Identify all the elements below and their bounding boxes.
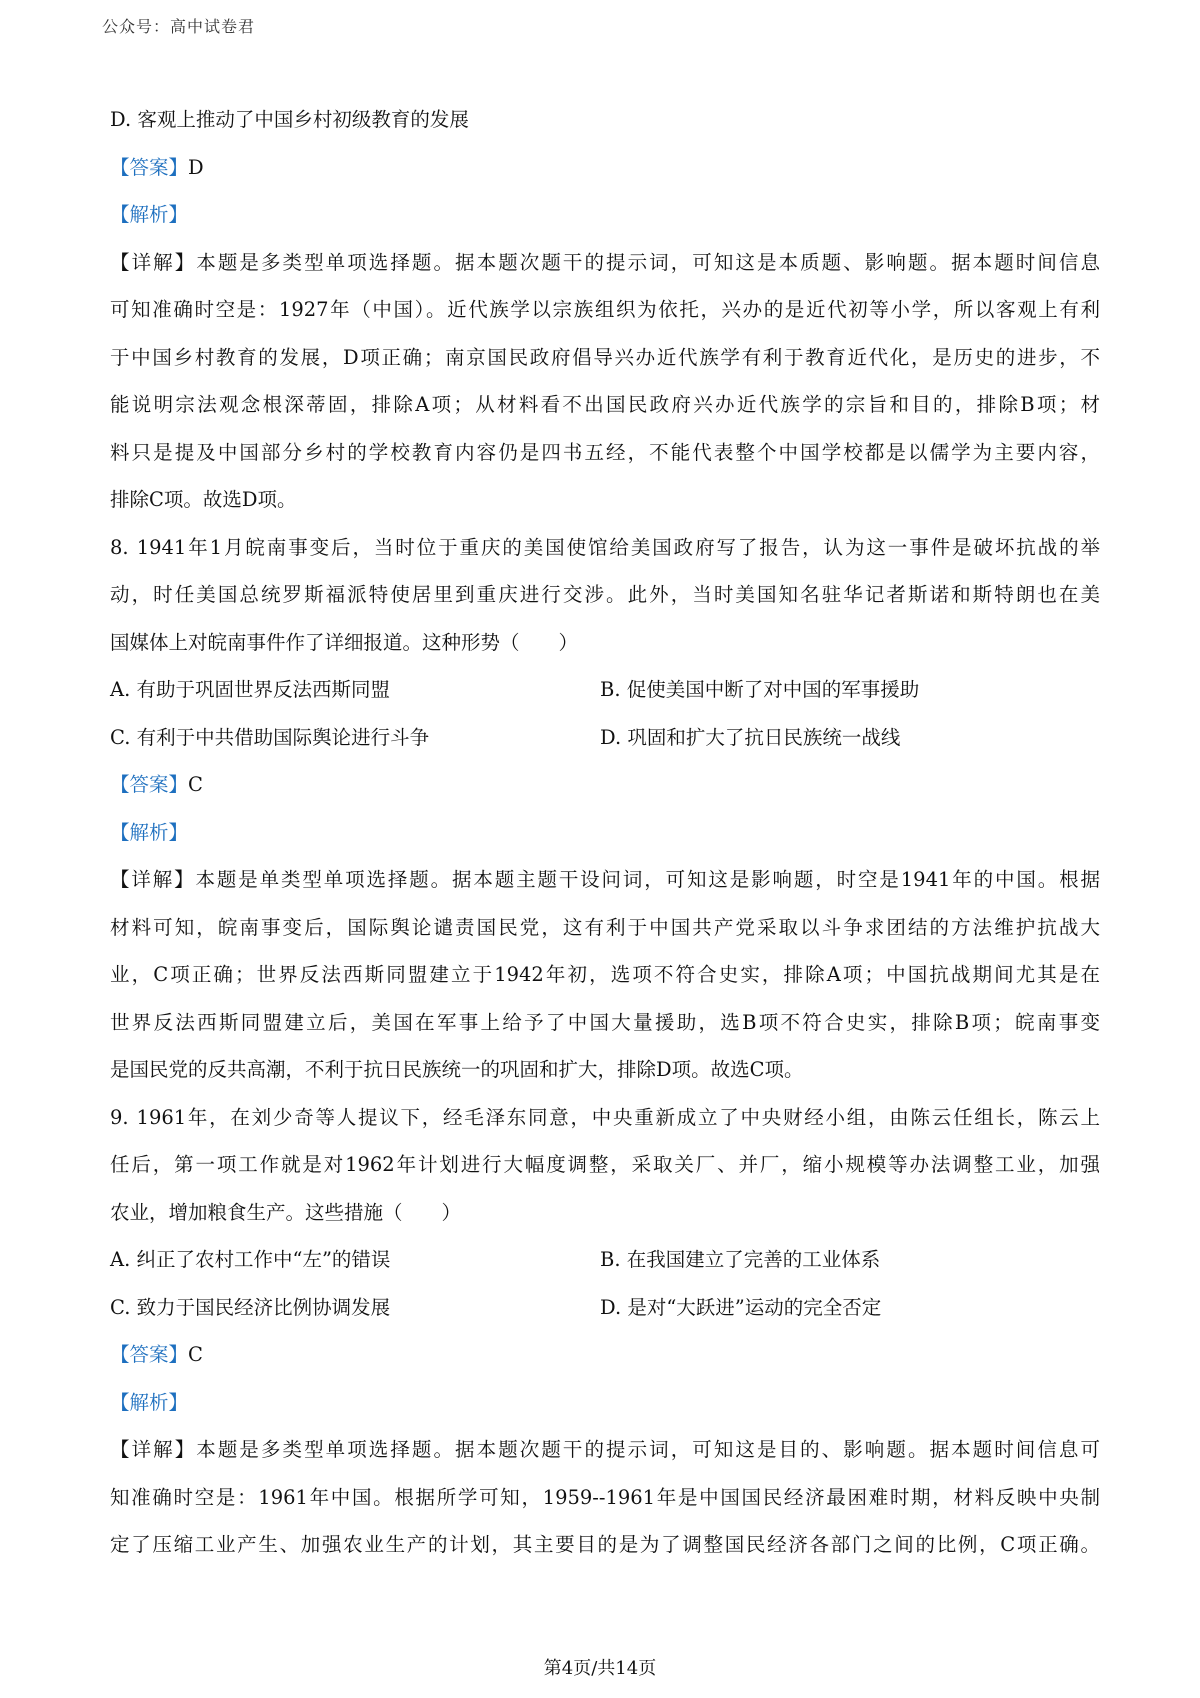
q8-options-row-2 [110,714,1100,762]
analysis-tag: 【解析】 [110,820,189,844]
page-number: 第4页/共14页 [543,1658,657,1679]
analysis-tag: 【解析】 [110,1390,189,1414]
q9-option-d: D. 是对“大跃进”运动的完全否定 [600,1295,882,1319]
q8-detail-line [110,856,1100,904]
q7-detail-line: 可知准确时空是：1927年（中国）。近代族学以宗族组织为依托，兴办的是近代初等小学，所以客观上有利 [110,298,1100,321]
answer-tag: 【答案】 [110,155,189,179]
q8-detail-line: 世界反法西斯同盟建立后，美国在军事上给予了中国大量援助，选B项不符合史实，排除B项；皖南事变 [110,1010,1100,1034]
q7-detail-line: 于中国乡村教育的发展，D项正确；南京国民政府倡导兴办近代族学有利于教育近代化，是历史的进步，不 [110,345,1100,369]
q9-options-row-2 [110,1284,1100,1332]
q8-analysis-heading [110,809,1100,857]
q9-analysis-heading [110,1379,1100,1427]
q8-stem-line: 8. 1941年1月皖南事变后，当时位于重庆的美国使馆给美国政府写了报告，认为这一事件是破坏抗战的举 [110,535,1100,559]
q8-detail-line: 材料可知，皖南事变后，国际舆论谴责国民党，这有利于中国共产党采取以斗争求团结的方法维护抗战大 [110,915,1100,939]
q9-options-row-1 [110,1236,1100,1284]
q8-options-row-1 [110,666,1100,714]
q7-detail-line: 能说明宗法观念根深蒂固，排除A项；从材料看不出国民政府兴办近代族学的宗旨和目的，排除B项；材 [110,393,1100,416]
q9-detail-line: 定了压缩工业产生、加强农业生产的计划，其主要目的是为了调整国民经济各部门之间的比例，C项正确。 [110,1533,1100,1556]
q9-detail-line: 知准确时空是：1961年中国。根据所学可知，1959--1961年是中国国民经济最困难时期，材料反映中央制 [110,1485,1100,1509]
answer-tag: 【答案】 [110,1343,189,1366]
q8-detail-text: 本题是单类型单项选择题。据本题主题干设问词，可知这是影响题，时空是1941年的中国。根据 [195,868,1100,891]
q9-stem-line: 农业，增加粮食生产。这些措施（ ） [110,1200,462,1224]
q9-stem-line: 9. 1961年，在刘少奇等人提议下，经毛泽东同意，中央重新成立了中央财经小组，由陈云任组长，陈云上 [110,1105,1100,1129]
q9-detail-line [110,1426,1100,1474]
document-body [110,96,1100,1569]
q9-option-c: C. 致力于国民经济比例协调发展 [110,1295,391,1319]
q8-stem-line: 动，时任美国总统罗斯福派特使居里到重庆进行交涉。此外，当时美国知名驻华记者斯诺和斯特朗也在美 [110,583,1100,606]
q8-option-c: C. 有利于中共借助国际舆论进行斗争 [110,725,430,749]
q9-option-a: A. 纠正了农村工作中“左”的错误 [110,1248,391,1271]
q7-analysis-heading [110,191,1100,239]
detail-tag: 【详解】 [110,250,197,274]
q8-stem-line: 国媒体上对皖南事件作了详细报道。这种形势（ ） [110,630,579,654]
detail-tag: 【详解】 [110,1438,197,1461]
q7-answer: D [188,155,204,179]
q8-answer: C [188,773,203,796]
q9-detail-text: 本题是多类型单项选择题。据本题次题干的提示词，可知这是目的、影响题。据本题时间信息可 [196,1438,1100,1461]
q7-detail-line [110,239,1100,287]
q8-detail-line: 业，C项正确；世界反法西斯同盟建立于1942年初，选项不符合史实，排除A项；中国抗战期间尤其是在 [110,963,1100,986]
q8-option-b: B. 促使美国中断了对中国的军事援助 [600,678,920,701]
q7-answer-line [110,144,1100,192]
q8-detail-line: 是国民党的反共高潮，不利于抗日民族统一的巩固和扩大，排除D项。故选C项。 [110,1058,804,1081]
analysis-tag: 【解析】 [110,203,189,226]
q7-option-d: D. 客观上推动了中国乡村初级教育的发展 [110,108,469,131]
q8-option-a: A. 有助于巩固世界反法西斯同盟 [110,678,390,701]
q7-detail-line: 排除C项。故选D项。 [110,488,297,511]
q7-detail-line: 料只是提及中国部分乡村的学校教育内容仍是四书五经，不能代表整个中国学校都是以儒学为主要内容， [110,440,1100,464]
q9-option-b: B. 在我国建立了完善的工业体系 [600,1248,881,1271]
q8-answer-line [110,761,1100,809]
q9-answer: C [188,1343,203,1366]
detail-tag: 【详解】 [110,868,196,891]
q8-option-d: D. 巩固和扩大了抗日民族统一战线 [600,725,901,749]
q9-stem-line: 任后，第一项工作就是对1962年计划进行大幅度调整，采取关厂、并厂，缩小规模等办法调整工业，加强 [110,1153,1100,1176]
q9-answer-line [110,1331,1100,1379]
q7-detail-text: 本题是多类型单项选择题。据本题次题干的提示词，可知这是本质题、影响题。据本题时间信息 [196,250,1100,274]
answer-tag: 【答案】 [110,773,189,796]
page-header-source: 公众号：高中试卷君 [102,17,256,36]
